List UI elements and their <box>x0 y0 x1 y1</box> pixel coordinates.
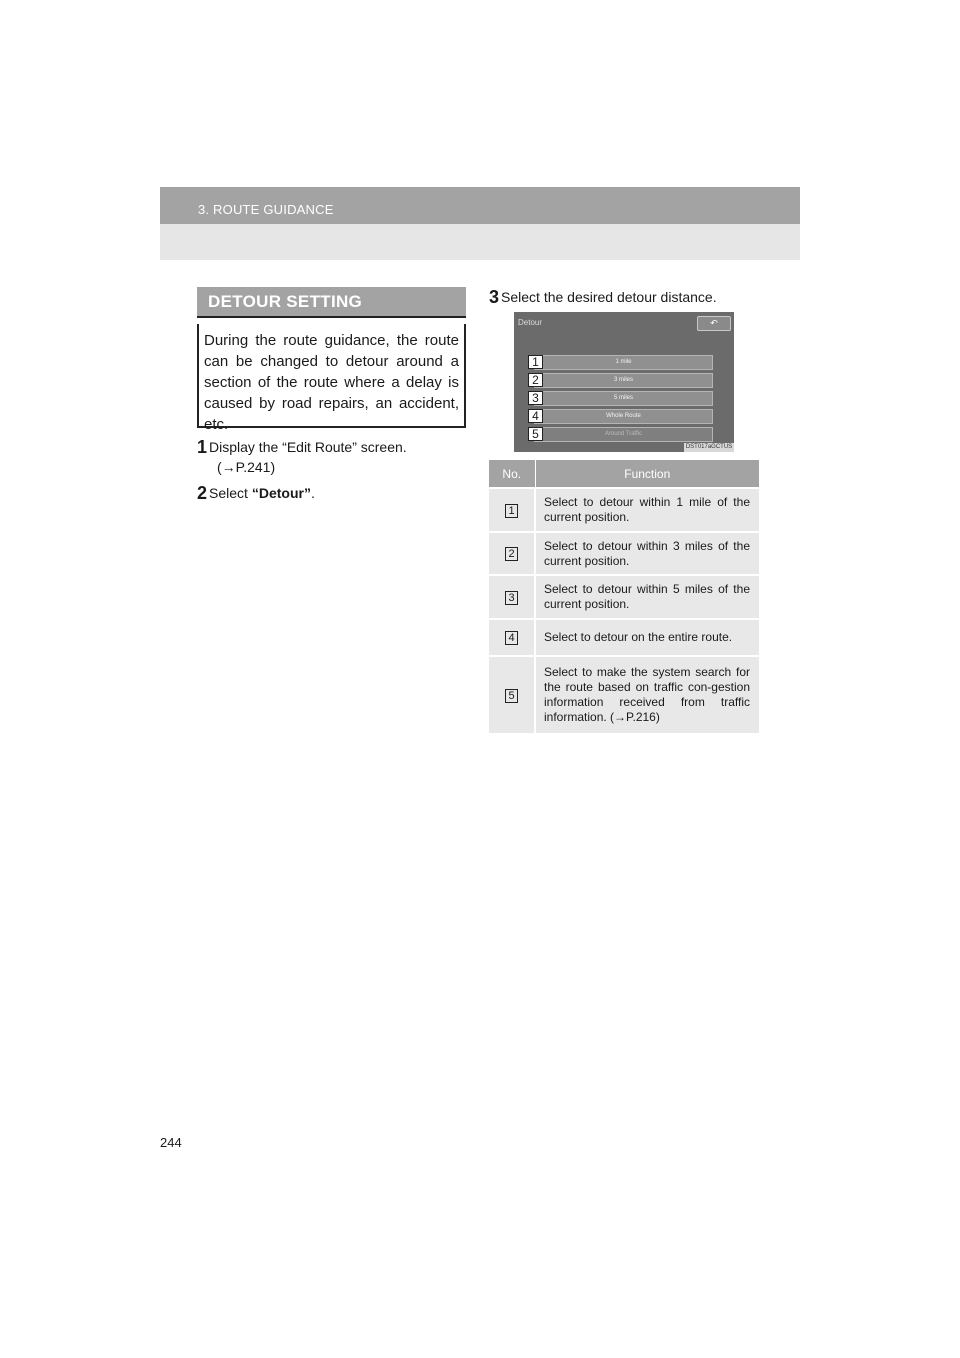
screen-title: Detour <box>518 318 543 327</box>
row-number: 1 <box>505 504 518 518</box>
row-function: Select to make the system search for the route based on traffic con-gestion information received from traffic information. (→P.216) <box>535 656 759 733</box>
step-number: 1 <box>197 437 208 457</box>
step-number: 3 <box>489 287 500 307</box>
step-text-end: . <box>310 485 315 501</box>
detour-button-label: “Detour” <box>251 485 311 501</box>
step-reference: (→P.241) <box>217 459 276 475</box>
row-function: Select to detour on the entire route. <box>535 619 759 656</box>
step-2 <box>197 483 315 504</box>
screen-option-1-mile: 1 mile <box>534 355 713 370</box>
table-row <box>489 656 759 733</box>
row-function: Select to detour within 1 mile of the current position. <box>535 488 759 532</box>
intro-text: During the route guidance, the route can be changed to detour around a section of the route where a delay is caused by road repairs, an accident, etc. <box>204 332 459 433</box>
header-bar <box>160 187 800 224</box>
callout-4: 4 <box>528 409 543 423</box>
detour-screen-image <box>514 312 734 452</box>
return-arrow-icon: ↶ <box>697 316 731 331</box>
section-title: DETOUR SETTING <box>208 292 363 311</box>
screen-option-5-miles: 5 miles <box>534 391 713 406</box>
section-breadcrumb: 3. ROUTE GUIDANCE <box>198 202 334 217</box>
header-subbar <box>160 224 800 260</box>
table-row <box>489 488 759 532</box>
step-text: Select <box>209 485 252 501</box>
step-1 <box>197 437 466 477</box>
section-title-bar <box>197 287 466 318</box>
function-table <box>489 460 759 733</box>
step-number: 2 <box>197 483 208 503</box>
row-function: Select to detour within 5 miles of the current position. <box>535 575 759 619</box>
screen-option-whole-route: Whole Route <box>534 409 713 424</box>
callout-3: 3 <box>528 391 543 405</box>
row-function: Select to detour within 3 miles of the current position. <box>535 532 759 575</box>
row-number: 2 <box>505 547 518 561</box>
screen-option-around-traffic: Around Traffic <box>534 427 713 442</box>
callout-2: 2 <box>528 373 543 387</box>
screen-option-3-miles: 3 miles <box>534 373 713 388</box>
table-row <box>489 619 759 656</box>
row-number: 3 <box>505 591 518 605</box>
table-row <box>489 532 759 575</box>
callout-5: 5 <box>528 427 543 441</box>
table-row <box>489 575 759 619</box>
step-text: Display the “Edit Route” screen. <box>209 439 407 455</box>
page-number: 244 <box>160 1135 182 1150</box>
step-3 <box>489 287 717 308</box>
callout-1: 1 <box>528 355 543 369</box>
column-header-function: Function <box>535 460 759 488</box>
step-text: Select the desired detour distance. <box>501 289 717 305</box>
table-header-row <box>489 460 759 488</box>
row-number: 5 <box>505 689 518 703</box>
column-header-no: No. <box>489 460 535 488</box>
row-number: 4 <box>505 631 518 645</box>
intro-box <box>197 324 466 433</box>
image-code: DST017aGCTUS <box>685 444 733 450</box>
